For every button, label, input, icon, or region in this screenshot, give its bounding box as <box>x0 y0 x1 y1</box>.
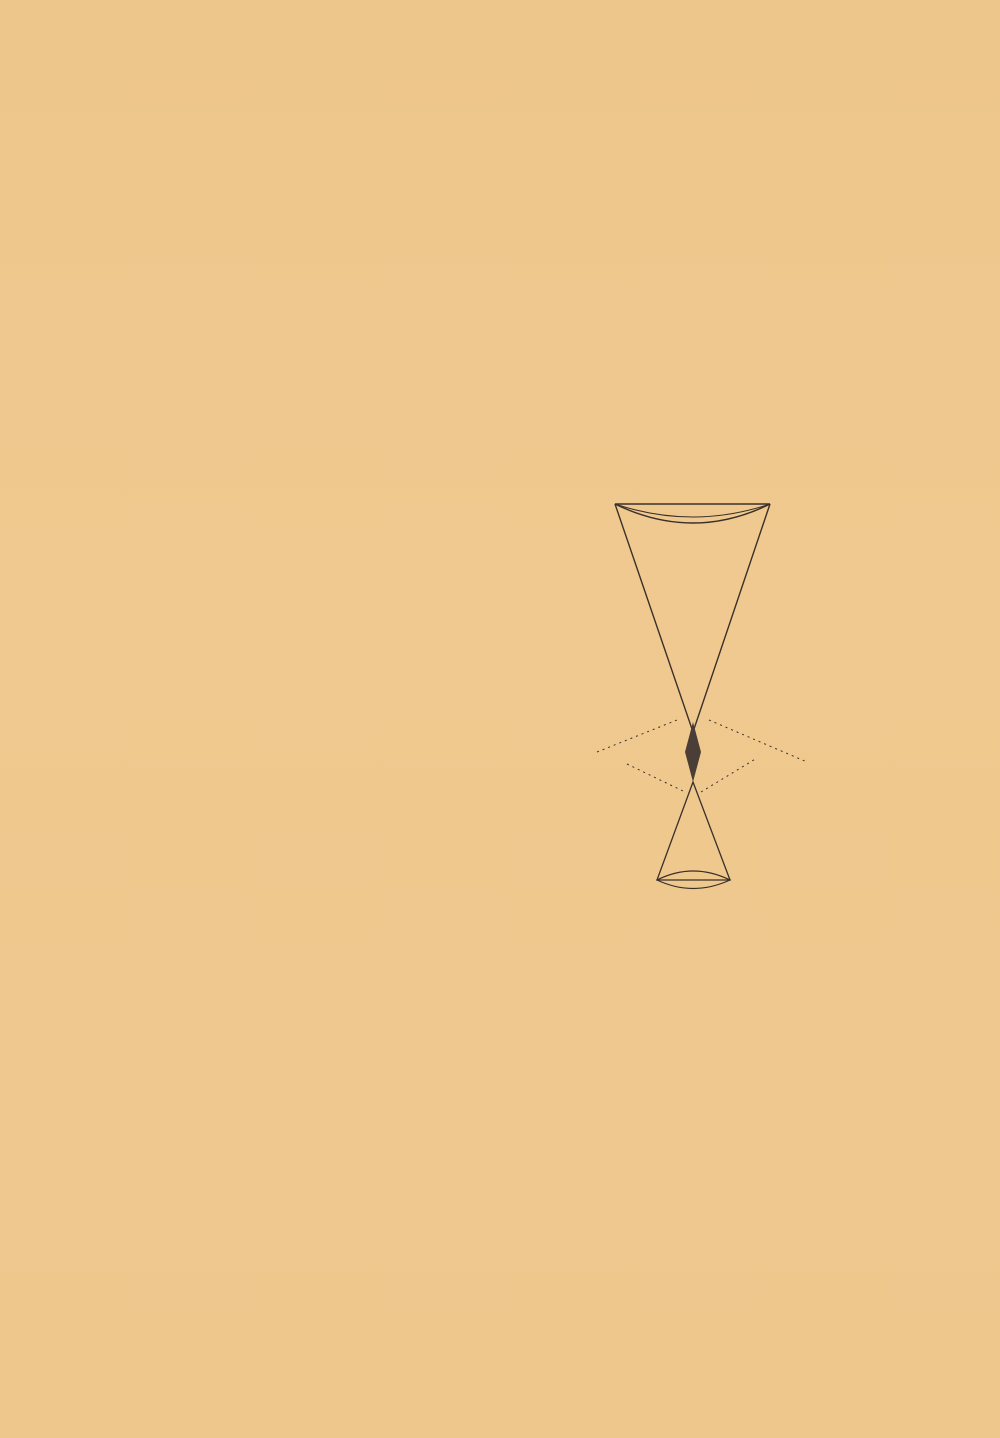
text-line <box>156 938 556 973</box>
text-line <box>156 833 553 868</box>
text-line <box>152 413 550 448</box>
text-line <box>152 203 808 238</box>
text-line <box>156 1008 815 1043</box>
text-line <box>158 1183 816 1218</box>
text-line <box>152 273 808 308</box>
lens-figure <box>585 392 820 984</box>
text-line <box>152 448 550 483</box>
text-line <box>186 1113 816 1148</box>
text-line <box>152 378 550 413</box>
text-line <box>158 1148 816 1183</box>
text-line <box>152 553 550 588</box>
text-line <box>152 518 550 553</box>
text-line <box>152 623 550 658</box>
text-line <box>156 1078 815 1113</box>
text-line <box>156 763 553 798</box>
text-line <box>152 308 808 343</box>
text-line <box>156 1043 815 1078</box>
text-line <box>152 238 808 273</box>
text-line <box>156 798 553 833</box>
text-line <box>185 343 808 378</box>
text-line <box>152 588 550 623</box>
text-line <box>156 728 553 763</box>
text-line <box>186 868 556 903</box>
text-line <box>152 658 550 693</box>
text-line <box>152 483 550 518</box>
lens-diagram <box>585 392 820 984</box>
text-line <box>152 168 808 203</box>
text-line <box>156 903 556 938</box>
running-header <box>150 118 815 154</box>
text-line <box>156 693 553 728</box>
text-line <box>156 973 556 1008</box>
